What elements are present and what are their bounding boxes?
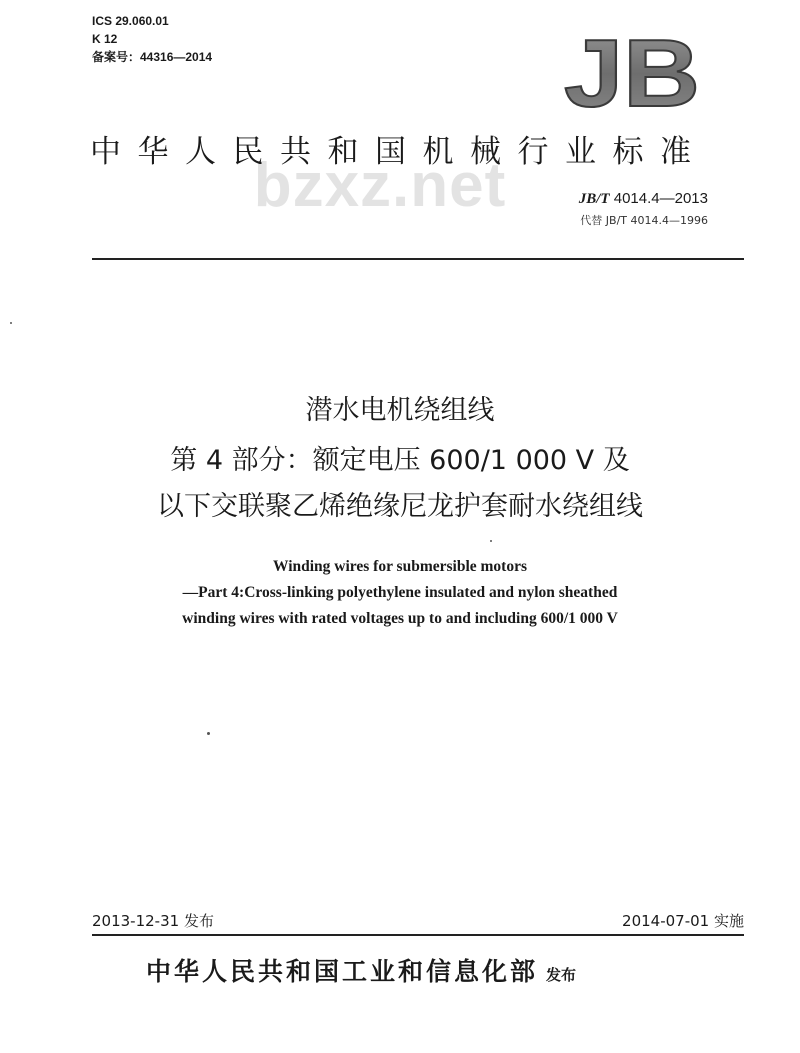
scan-speck: [207, 732, 210, 735]
issuer-suffix: 发布: [546, 966, 577, 984]
ics-code: ICS 29.060.01: [92, 14, 169, 28]
organization-title: 中华人民共和国机械行业标准: [90, 134, 708, 170]
scan-speck: [490, 540, 492, 542]
standard-prefix: JB/T: [578, 191, 610, 207]
logo-lettering: JB: [564, 28, 700, 112]
bottom-divider: [92, 934, 744, 936]
standard-code: [490, 190, 708, 208]
watermark: bzxz.net: [253, 151, 507, 220]
issuer: [146, 952, 576, 988]
standard-number: 4014.4—2013: [609, 190, 708, 207]
replaces-standard: 代替 JB/T 4014.4—1996: [580, 214, 708, 227]
issuer-name: 中华人民共和国工业和信息化部: [146, 957, 539, 986]
title-en-line1: Winding wires for submersible motors: [272, 558, 528, 575]
implementation-date: 2014-07-01 实施: [622, 912, 744, 930]
issue-date: 2013-12-31 发布: [92, 912, 214, 930]
scan-speck: [10, 322, 12, 324]
title-cn-line2: 第 4 部分：额定电压 600/1 000 V 及: [170, 445, 630, 476]
top-divider: [92, 258, 744, 260]
filing-number: 备案号：44316—2014: [92, 50, 213, 64]
jb-logo: [562, 28, 702, 112]
title-en-line2: —Part 4:Cross-linking polyethylene insulated and nylon sheathed: [182, 584, 618, 601]
title-cn-line3: 以下交联聚乙烯绝缘尼龙护套耐水绕组线: [157, 491, 643, 522]
ccs-code: K 12: [92, 32, 118, 46]
title-cn-line1: 潜水电机绕组线: [305, 395, 495, 426]
title-en-line3: winding wires with rated voltages up to and including 600/1 000 V: [182, 610, 618, 627]
